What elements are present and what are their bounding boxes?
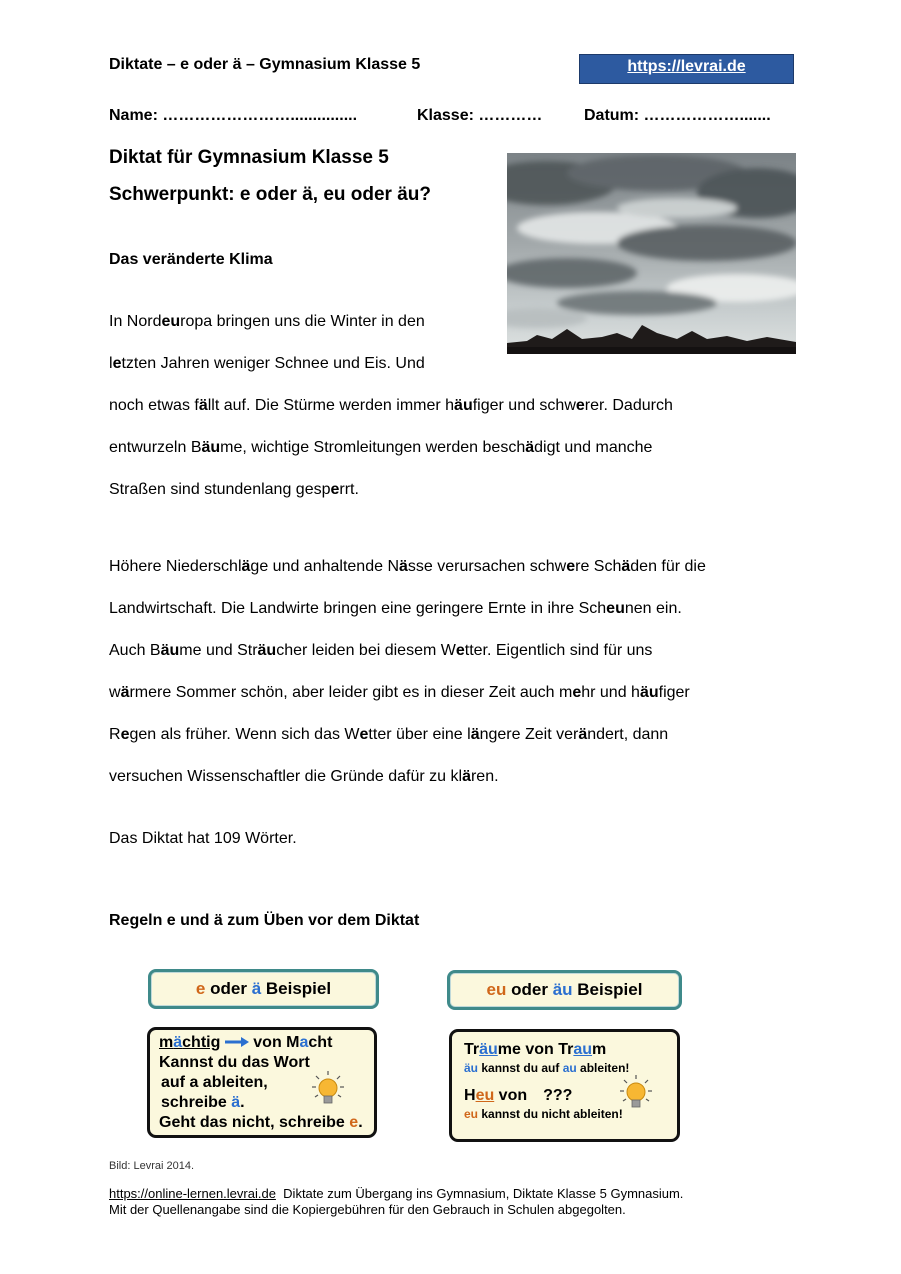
paragraph-2 [109, 546, 799, 798]
highlighted-letters: e [359, 726, 369, 743]
text-subtitle: Das veränderte Klima [109, 251, 273, 268]
pill-letter-ae: ä [251, 979, 262, 998]
text-segment: versuchen Wissenschaftler die Gründe dafür zu kl [109, 768, 463, 785]
text-segment: tter über eine l [368, 726, 471, 743]
text-segment: ropa bringen uns die Winter in den [180, 313, 425, 330]
pill-text: Beispiel [572, 980, 643, 999]
text-line [109, 714, 799, 756]
highlighted-letters: ä [198, 397, 208, 414]
lightbulb-icon [311, 1070, 345, 1108]
text-segment: ngere Zeit ver [479, 726, 579, 743]
text-segment: nen ein. [624, 600, 682, 617]
text-segment: figer und schw [472, 397, 576, 414]
text-segment: re Sch [575, 558, 622, 575]
date-field: Datum: ………………....... [584, 107, 771, 124]
highlighted-letters: ä [578, 726, 588, 743]
text-segment: ge und anhaltende N [250, 558, 399, 575]
lightbulb-icon [619, 1074, 653, 1112]
highlighted-letters: e [120, 726, 130, 743]
highlighted-letters: eu [161, 313, 181, 330]
rule-line: Geht das nicht, schreibe e. [159, 1114, 363, 1131]
highlighted-letters: e [566, 558, 576, 575]
text-segment: rer. Dadurch [584, 397, 673, 414]
word-macht: von Macht [253, 1034, 333, 1051]
text-segment: sse verursachen schw [407, 558, 567, 575]
text-segment: entwurzeln B [109, 439, 202, 456]
pill-text: oder [506, 980, 553, 999]
rule-line: Kannst du das Wort [159, 1054, 310, 1071]
text-segment: l [109, 355, 113, 372]
page-header-title: Diktate – e oder ä – Gymnasium Klasse 5 [109, 56, 421, 73]
rule-example-line: Heu von ??? [464, 1087, 573, 1104]
word-maechtig: mächtig [159, 1034, 221, 1051]
highlighted-letters: ä [525, 439, 535, 456]
highlighted-letters: e [455, 642, 465, 659]
word-count: Das Diktat hat 109 Wörter. [109, 830, 297, 847]
text-segment: figer [658, 684, 690, 701]
pill-letter-e: e [195, 979, 206, 998]
text-line [109, 469, 799, 511]
pill-letters-eu: eu [486, 980, 507, 999]
pill-letters-aeu: äu [552, 980, 573, 999]
text-line [109, 630, 799, 672]
highlighted-letters: ä [621, 558, 631, 575]
name-field: Name: ……………………............... [109, 107, 358, 124]
pill-text: oder [205, 979, 252, 998]
text-segment: hr und h [581, 684, 640, 701]
image-credit: Bild: Levrai 2014. [109, 1160, 194, 1172]
levrai-link[interactable]: https://levrai.de [627, 58, 746, 75]
rule-line: schreibe ä. [161, 1094, 245, 1111]
text-line [109, 588, 799, 630]
text-line [109, 756, 799, 798]
highlighted-letters: äu [639, 684, 659, 701]
levrai-link-box[interactable] [579, 54, 794, 84]
e-or-ae-example-label [148, 969, 379, 1009]
rules-heading: Regeln e und ä zum Üben vor dem Diktat [109, 912, 420, 929]
text-segment: ndert, dann [587, 726, 669, 743]
rule-line: auf a ableiten, [161, 1074, 268, 1091]
highlighted-letters: e [330, 481, 340, 498]
text-segment: cher leiden bei diesem W [276, 642, 456, 659]
highlighted-letters: ä [120, 684, 130, 701]
text-segment: Auch B [109, 642, 161, 659]
text-line [109, 343, 799, 385]
footer [109, 1186, 683, 1218]
footer-link[interactable]: https://online-lernen.levrai.de [109, 1186, 276, 1201]
highlighted-letters: äu [454, 397, 473, 414]
paragraph-1 [109, 301, 799, 511]
text-segment: In Nord [109, 313, 162, 330]
highlighted-letters: ä [241, 558, 251, 575]
rule-example-line [159, 1033, 374, 1053]
text-segment: R [109, 726, 121, 743]
text-line [109, 385, 799, 427]
highlighted-letters: e [572, 684, 582, 701]
footer-note: Mit der Quellenangabe sind die Kopiergebühren für den Gebrauch in Schulen abgegolten. [109, 1202, 626, 1217]
text-segment: Landwirtschaft. Die Landwirte bringen eine geringere Ernte in ihre Sch [109, 600, 607, 617]
rule-line: äu kannst du auf au ableiten! [464, 1061, 630, 1075]
highlighted-letters: e [575, 397, 585, 414]
text-segment: rrt. [339, 481, 359, 498]
text-segment: tzten Jahren weniger Schnee und Eis. Und [121, 355, 425, 372]
text-segment: Straßen sind stundenlang gesp [109, 481, 331, 498]
arrow-right-icon [225, 1037, 249, 1047]
class-field: Klasse: ………… [417, 107, 543, 124]
text-segment: digt und manche [534, 439, 653, 456]
highlighted-letters: ä [470, 726, 480, 743]
eu-or-aeu-example-label [447, 970, 682, 1010]
text-segment: Höhere Niederschl [109, 558, 242, 575]
text-segment: w [109, 684, 121, 701]
rule-line: eu kannst du nicht ableiten! [464, 1107, 623, 1121]
pill-text: Beispiel [261, 979, 332, 998]
text-segment: ren. [470, 768, 499, 785]
dictation-title: Diktat für Gymnasium Klasse 5 [109, 147, 389, 168]
text-line [109, 301, 799, 343]
highlighted-letters: ä [462, 768, 471, 785]
text-segment: noch etwas f [109, 397, 199, 414]
text-segment: tter. Eigentlich sind für uns [464, 642, 653, 659]
footer-text: Diktate zum Übergang ins Gymnasium, Diktate Klasse 5 Gymnasium. [275, 1186, 684, 1201]
highlighted-letters: äu [257, 642, 277, 659]
focus-title: Schwerpunkt: e oder ä, eu oder äu? [109, 184, 432, 205]
text-line [109, 546, 799, 588]
highlighted-letters: e [112, 355, 122, 372]
text-segment: gen als früher. Wenn sich das W [129, 726, 360, 743]
text-segment: rmere Sommer schön, aber leider gibt es in dieser Zeit auch m [129, 684, 573, 701]
text-segment: me und Str [179, 642, 258, 659]
highlighted-letters: äu [201, 439, 221, 456]
highlighted-letters: ä [399, 558, 408, 575]
text-segment: me, wichtige Stromleitungen werden besch [220, 439, 526, 456]
highlighted-letters: eu [606, 600, 625, 617]
highlighted-letters: äu [160, 642, 180, 659]
text-line [109, 427, 799, 469]
rule-example-line: Träume von Traum [464, 1041, 607, 1058]
text-segment: llt auf. Die Stürme werden immer h [207, 397, 455, 414]
text-segment: den für die [630, 558, 706, 575]
text-line [109, 672, 799, 714]
